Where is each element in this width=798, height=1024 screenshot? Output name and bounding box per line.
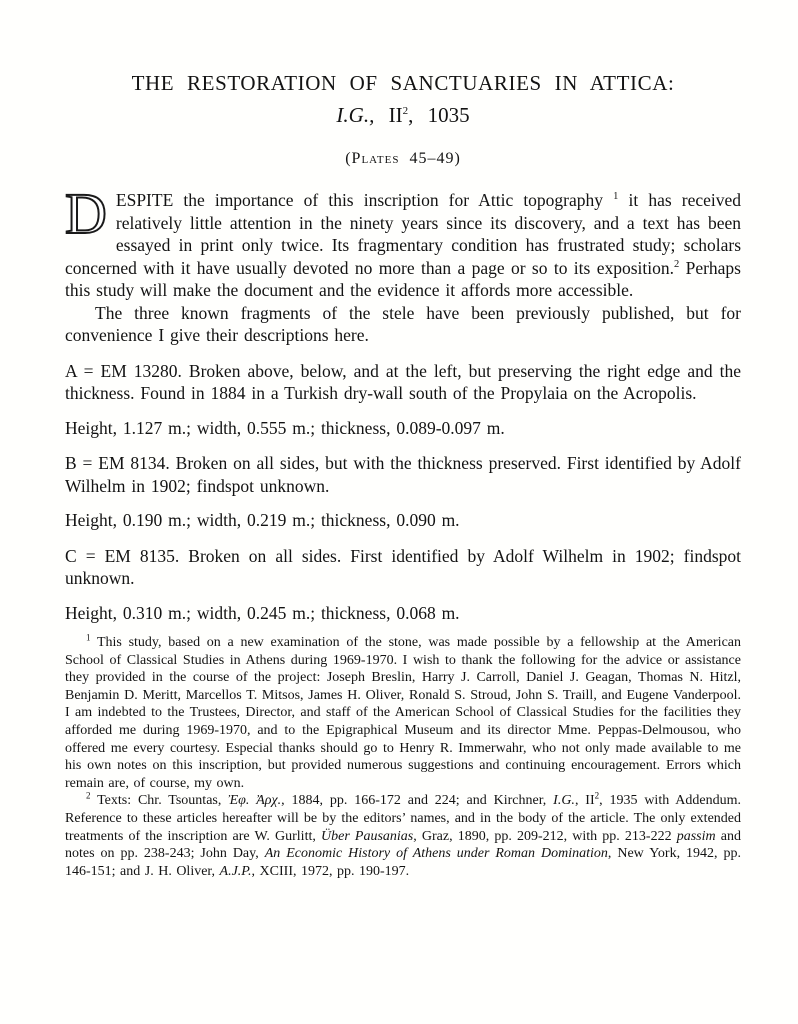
fragment-b-description: B = EM 8134. Broken on all sides, but with the thickness preserved. First identified by Adolf Wilhelm in 1902; findspot unknown. [65,453,741,496]
fragment-a-dimensions: Height, 1.127 m.; width, 0.555 m.; thickness, 0.089-0.097 m. [65,417,505,438]
opening-paragraph-text: it has received relatively little attention in the ninety years since its discovery, and a text has been essayed in print only twice. Its fragmentary condition has frustrated study; scholars concerned with it have usually devoted no more than a page or so to its exposition. [65,190,742,278]
footnote-2-text: , 1884, pp. 166-172 and 224; and Kirchner, [281,793,554,809]
opening-paragraph [65,181,742,302]
footnote-2-text: , Graz, 1890, pp. 209-212, with pp. 213-222 [413,828,677,844]
fragment-a-description: A = EM 13280. Broken above, below, and at the left, but preserving the right edge and the thickness. Found in 1884 in a Turkish dry-wall south of the Propylaia on the Acropolis. [65,360,741,403]
fragments-intro-paragraph: The three known fragments of the stele have been previously published, but for convenience I give their descriptions here. [65,302,741,345]
title-volume-superscript: 2 [402,105,409,117]
footnote-2-text: , XCIII, 1972, pp. 190-197. [251,863,410,879]
footnote-2-text: Texts: Chr. Tsountas, [90,793,229,809]
footnote-2-ajp-citation: A.J.P. [219,863,252,879]
article-body [65,181,742,624]
title-inscription-number: , 1035 [408,103,470,127]
footnote-2-text: , II [574,793,595,809]
footnote-1-text: This study, based on a new examination of the stone, was made possible by a fellowship at the American School of Classical Studies in Athens during 1969-1970. I wish to thank the following for the advice or assistance they provided in the course of the project: Joseph Breslin, Harry J. Carroll, Daniel J. Geagan, Thomas N. Hitzl, Benjamin D. Meritt, Marcellos T. Mitsos, James H. Oliver, Ronald S. Stroud, John S. Traill, and Eugene Vanderpool. I am indebted to the Trustees, Director, and staff of the American School of Classical Studies for the facilities they afforded me during 1969-1970, and to the Epigraphical Museum and its director Mme. Peppas-Delmousou, who offered me every courtesy. Especial thanks should go to Henry R. Immerwahr, who not only made available to me his own notes on this inscription, but provided numerous suggestions and continuing encouragement. Errors which remain are, of course, my own. [65,635,741,791]
footnote-2-text: , New York, 1942, pp. 146-151; and J. H. Oliver, [65,846,741,879]
footnote-2-volume-superscript: 2 [594,790,600,801]
footnote-2-ig-citation: I.G. [553,793,575,809]
article-title-line1: THE RESTORATION OF SANCTUARIES IN ATTICA: [131,71,675,95]
footnote-1-reference: 1 [613,191,619,203]
opening-paragraph-text: Perhaps this study will make the document and the evidence it affords more accessible. [65,257,741,300]
title-volume-numeral: II [388,103,403,127]
footnote-2-reference: 2 [673,258,680,270]
article-title-line2 [65,102,741,129]
footnote-2-passim: passim [676,828,716,844]
footnote-2-text: , 1935 with Addendum. Reference to these articles hereafter will be by the editors’ names, and in the body of the article. The only extended treatments of the inscription are W. Gurlitt, [65,793,742,844]
footnote-2-text: and notes on pp. 238-243; John Day, [65,828,741,862]
plates-reference: (Plates 45–49) [345,150,461,167]
fragment-c-dimensions: Height, 0.310 m.; width, 0.245 m.; thickness, 0.068 m. [65,602,460,623]
footnote-2 [65,792,741,880]
footnote-1-marker: 1 [86,632,91,643]
article-header [65,70,741,169]
footnote-2-greek-journal: Ἐφ. Ἀρχ. [228,793,282,809]
fragment-b-dimensions: Height, 0.190 m.; width, 0.219 m.; thickness, 0.090 m. [65,510,460,530]
footnote-2-gurlitt-title: Über Pausanias [321,828,414,844]
footnote-2-day-title: An Economic History of Athens under Roman Domination [264,846,608,862]
title-ig-abbreviation: I.G., [336,103,375,127]
footnote-2-marker: 2 [86,790,91,801]
footnote-1 [65,634,741,792]
fragment-c-description: C = EM 8135. Broken on all sides. First identified by Adolf Wilhelm in 1902; findspot unknown. [65,545,741,588]
opening-paragraph-text: ESPITE the importance of this inscription for Attic topography [115,190,614,210]
dropcap-letter: D [65,181,107,246]
footnotes-section [65,634,741,880]
